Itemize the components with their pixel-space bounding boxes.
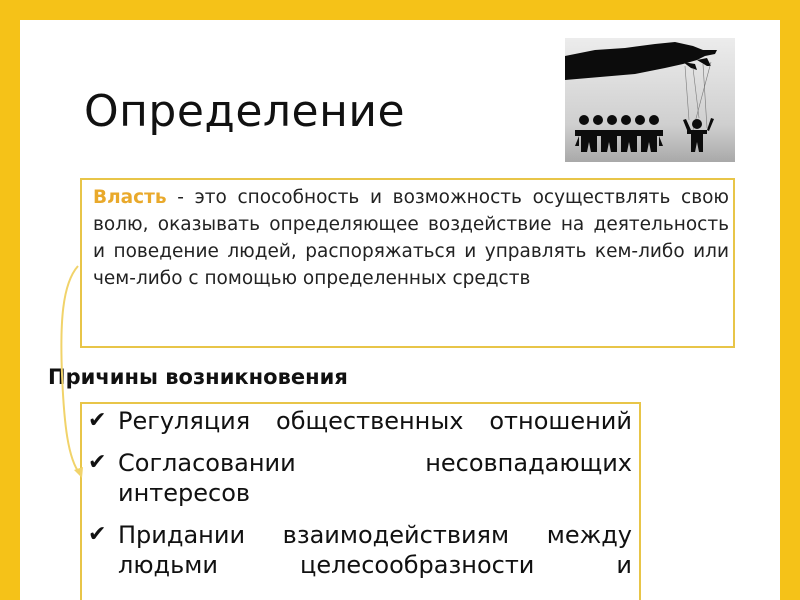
list-item <box>88 520 632 580</box>
checkmark-icon: ✔ <box>88 522 107 547</box>
reasons-list <box>88 406 632 592</box>
checkmark-icon: ✔ <box>88 450 107 475</box>
reasons-heading: Причины возникновения <box>48 365 348 389</box>
definition-text <box>93 184 729 292</box>
curved-arrow-icon <box>56 264 96 494</box>
reason-text: Согласовании несовпадающих интересов <box>118 449 632 507</box>
puppet-hand-image <box>565 38 735 162</box>
definition-body: - это способность и возможность осуществлять свою волю, оказывать определяющее воздействие на деятельность и поведение людей, распоряжаться и управлять кем-либо или чем-либо с помощью определенных средств <box>93 187 729 289</box>
checkmark-icon: ✔ <box>88 408 107 433</box>
list-item <box>88 406 632 436</box>
slide-title: Определение <box>84 86 406 137</box>
definition-term: Власть <box>93 187 167 208</box>
slide <box>20 20 780 600</box>
reason-text: Регуляция общественных отношений <box>118 407 632 435</box>
reason-text: Придании взаимодействиям между людьми целесообразности и <box>118 521 632 579</box>
list-item <box>88 448 632 508</box>
